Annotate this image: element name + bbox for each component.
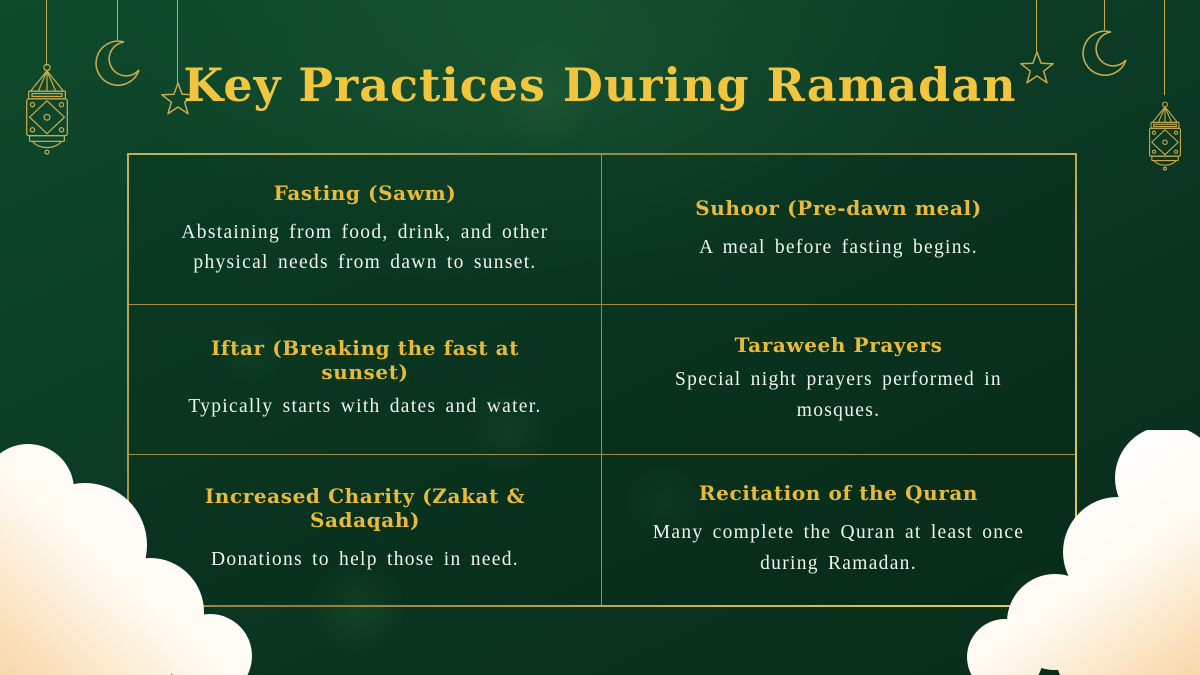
practice-description: A meal before fasting begins. [699,236,978,258]
practice-name: Taraweeh Prayers [734,333,943,358]
practice-name: Recitation of the Quran [698,481,979,506]
practice-description: Many complete the Quran at least once during Ramadan. [652,522,1025,574]
practices-table [127,153,1077,607]
practice-cell-fasting [129,155,602,305]
moon-string [117,0,118,40]
lantern-string [46,0,47,66]
cloud-left-icon [0,440,260,675]
practice-name: Fasting (Sawm) [273,180,457,205]
practice-description: Typically starts with dates and water. [188,396,542,418]
practice-cell-suhoor [602,155,1075,305]
practice-description: Special night prayers performed in mosques. [675,369,1002,421]
moon-string [1104,0,1105,30]
cloud-right-icon [960,430,1200,675]
practice-name: Increased Charity (Zakat & Sadaqah) [204,484,526,533]
practice-description: Abstaining from food, drink, and other physical needs from dawn to sunset. [181,221,549,273]
practice-name: Suhoor (Pre-dawn meal) [695,195,982,220]
slide-title: Key Practices During Ramadan [183,58,1017,112]
star-string [1036,0,1037,52]
practice-description: Donations to help those in need. [211,549,519,571]
practice-cell-iftar [129,305,602,455]
practice-name: Iftar (Breaking the fast at sunset) [210,336,520,385]
